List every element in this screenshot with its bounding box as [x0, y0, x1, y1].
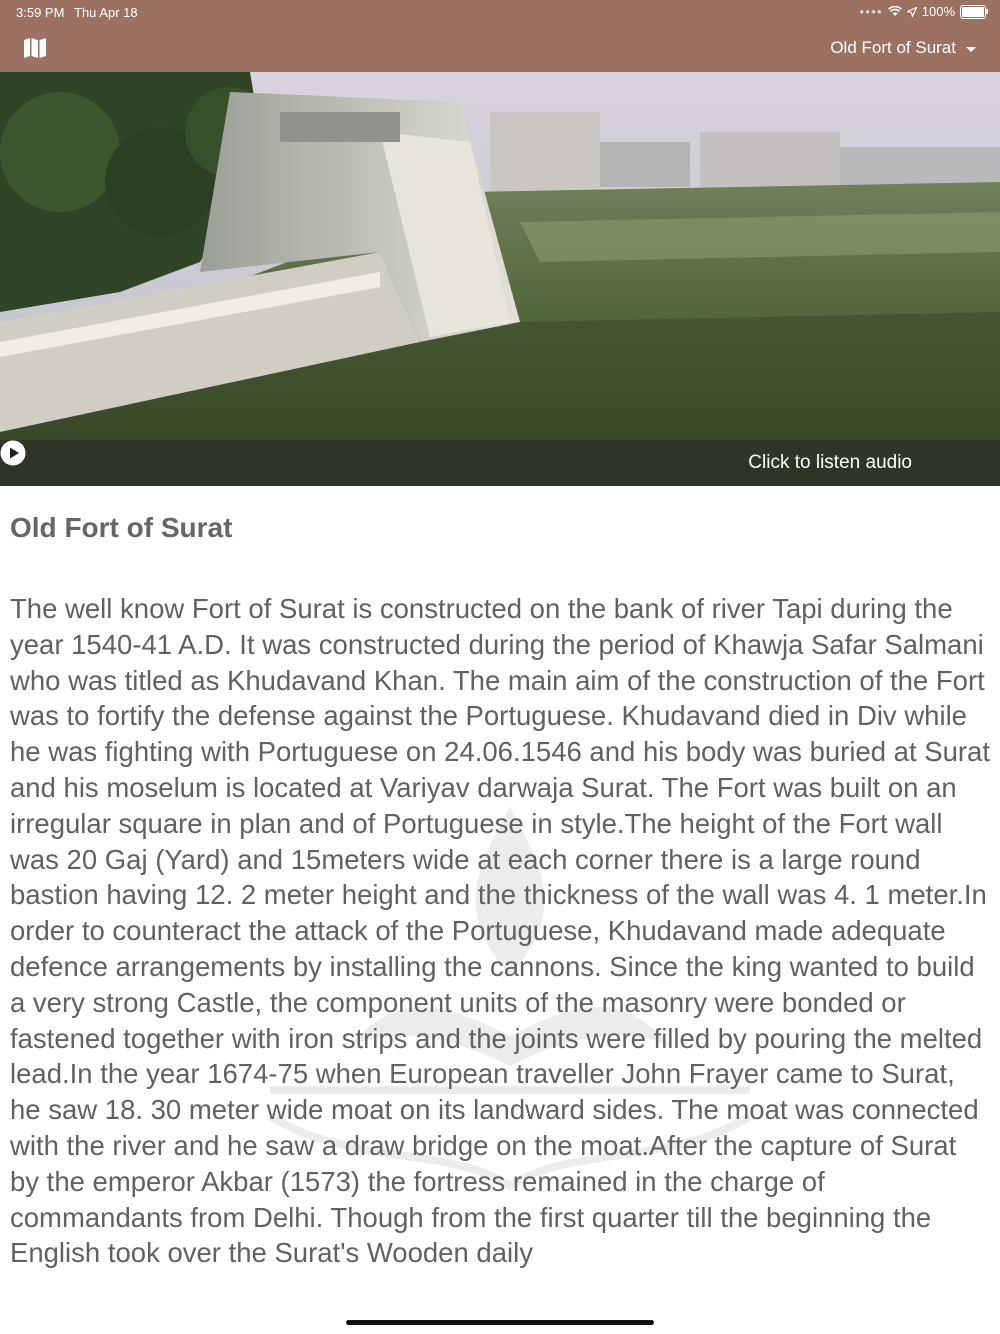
- article-title: Old Fort of Surat: [10, 512, 233, 543]
- caret-down-icon: [966, 47, 976, 52]
- place-selector[interactable]: [830, 38, 976, 58]
- old-fort-photo: [0, 72, 1000, 486]
- listen-audio-label[interactable]: Click to listen audio: [748, 452, 912, 473]
- battery-percent: 100%: [921, 4, 955, 19]
- signal-dots-icon: ●●●●: [859, 7, 883, 16]
- status-bar: [0, 0, 1000, 26]
- status-time: 3:59 PM: [16, 5, 65, 20]
- nav-title: Old Fort of Surat: [830, 38, 956, 57]
- wifi-icon: [888, 6, 902, 17]
- article: [0, 486, 1000, 1316]
- status-indicators: [859, 4, 986, 19]
- article-body: The well know Fort of Surat is constructed on the bank of river Tapi during the year 1540-41 A.D. It was constructed during the period of Khawja Safar Salmani who was titled as Khudavand Khan. The main aim of the construction of the Fort was to fortify the defense against the Portuguese. Khudavand died in Div while he was fighting with Portuguese on 24.06.1546 and his body was buried at Surat and his moselum is located at Variyav darwaja Surat. The Fort was built on an irregular square in plan and of Portuguese in style.The height of the Fort wall was 20 Gaj (Yard) and 15meters wide at each corner there is a large round bastion having 12. 2 meter height and the thickness of the wall was 4. 1 meter.In order to counteract the attack of the Portuguese, Khudavand made adequate defence arrangements by installing the cannons. Since the king wanted to build a very strong Castle, the component units of the masonry were bonded or fastened together with iron strips and the joints were filled by pouring the melted lead.In the year 1674-75 when European traveller John Frayer came to Surat, he saw 18. 30 meter wide moat on its landward sides. The moat was connected with the river and he saw a draw bridge on the moat.After the capture of Surat by the emperor Akbar (1573) the fortress remained in the charge of commandants from Delhi. Though from the first quarter till the beginning the English took over the Surat's Wooden daily: [10, 593, 990, 1269]
- battery-icon: [960, 5, 986, 19]
- location-arrow-icon: [907, 7, 917, 17]
- nav-bar: [0, 26, 1000, 72]
- audio-bar[interactable]: [0, 440, 1000, 486]
- hero-image: [0, 72, 1000, 486]
- home-indicator[interactable]: [346, 1320, 654, 1325]
- status-date: Thu Apr 18: [74, 5, 138, 20]
- map-icon[interactable]: [22, 36, 48, 60]
- play-icon[interactable]: [0, 440, 26, 466]
